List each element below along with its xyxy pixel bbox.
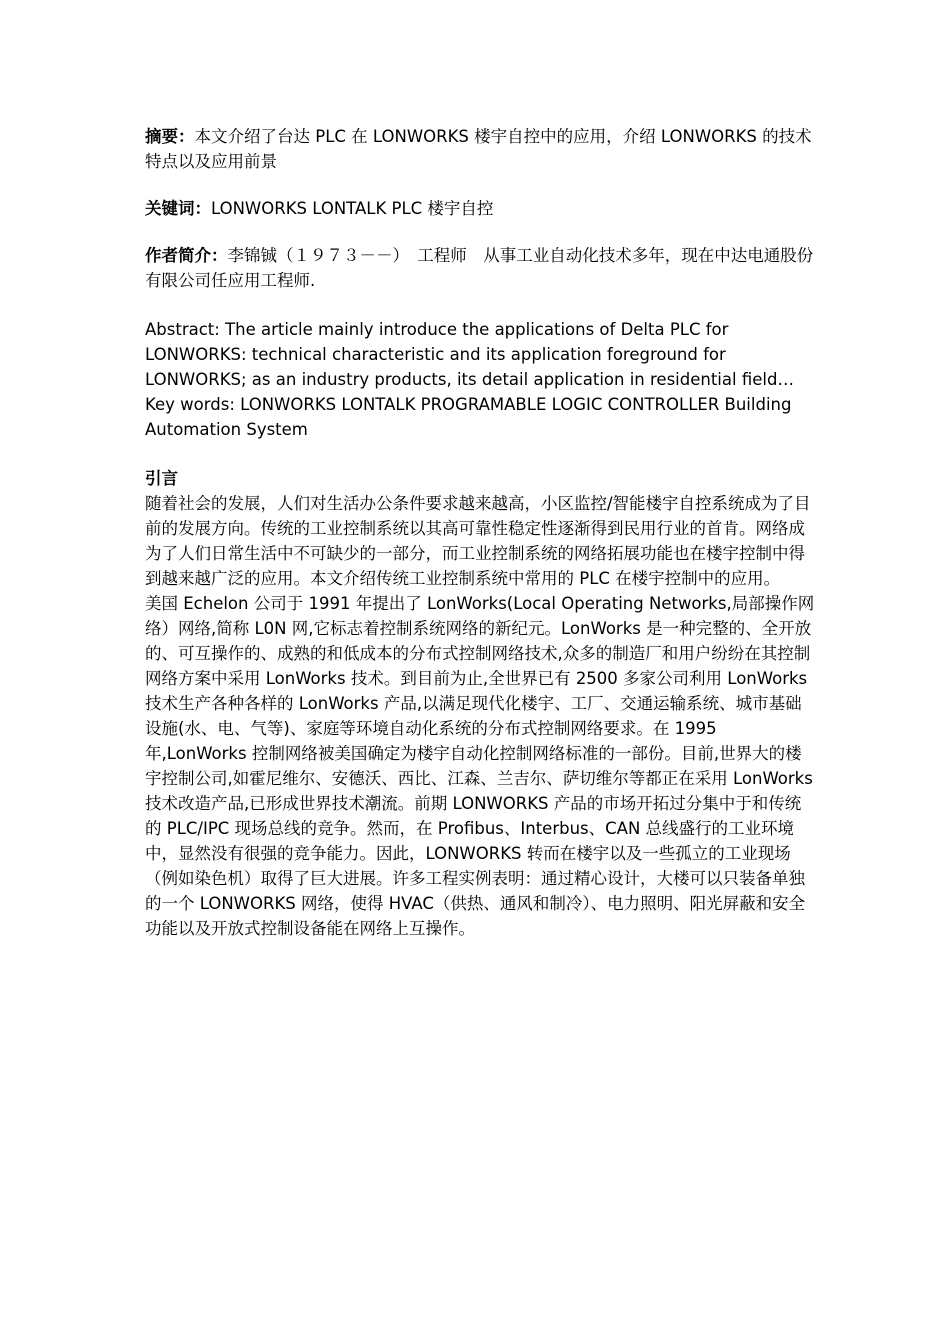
author-paragraph bbox=[145, 243, 815, 293]
document-page bbox=[145, 124, 815, 941]
summary-text: 本文介绍了台达 PLC 在 LONWORKS 楼宇自控中的应用，介绍 LONWORKS 的技术特点以及应用前景 bbox=[145, 127, 812, 171]
summary-label: 摘要： bbox=[145, 127, 195, 146]
keywords-en-line2: Automation System bbox=[145, 420, 308, 439]
intro-heading: 引言 bbox=[145, 469, 178, 488]
spacer bbox=[145, 293, 815, 317]
spacer bbox=[145, 174, 815, 196]
keywords-cn-label: 关键词： bbox=[145, 199, 211, 218]
keywords-cn-paragraph bbox=[145, 196, 815, 221]
intro-paragraph-2: 美国 Echelon 公司于 1991 年提出了 LonWorks(Local Operating Networks,局部操作网络）网络,简称 L0N 网,它标志着控制系统网络的新纪元。LonWorks 是一种完整的、全开放的、可互操作的、成熟的和低成本的分布式控制网络技术,众多的制造厂和用户纷纷在其控制网络方案中采用 LonWorks 技术。到目前为止,全世界已有 2500 多家公司利用 LonWorks 技术生产各种各样的 LonWorks 产品,以满足现代化楼宇、工厂、交通运输系统、城市基础设施(水、电、气等)、家庭等环境自动化系统的分布式控制网络要求。在 1995 年,LonWorks 控制网络被美国确定为楼宇自动化控制网络标准的一部份。目前,世界大的楼宇控制公司,如霍尼维尔、安德沃、西比、江森、兰吉尔、萨切维尔等都正在采用 LonWorks 技术改造产品,已形成世界技术潮流。前期 LONWORKS 产品的市场开拓过分集中于和传统的 PLC/IPC 现场总线的竞争。然而，在 Profibus、Interbus、CAN 总线盛行的工业环境中，显然没有很强的竞争能力。因此，LONWORKS 转而在楼宇以及一些孤立的工业现场（例如染色机）取得了巨大进展。许多工程实例表明：通过精心设计，大楼可以只装备单独的一个 LONWORKS 网络，使得 HVAC（供热、通风和制冷）、电力照明、阳光屏蔽和安全功能以及开放式控制设备能在网络上互操作。 bbox=[145, 594, 815, 938]
intro-paragraph-1: 随着社会的发展，人们对生活办公条件要求越来越高，小区监控/智能楼宇自控系统成为了目前的发展方向。传统的工业控制系统以其高可靠性稳定性逐渐得到民用行业的首肯。网络成为了人们日常生活中不可缺少的一部分，而工业控制系统的网络拓展功能也在楼宇控制中得到越来越广泛的应用。本文介绍传统工业控制系统中常用的 PLC 在楼宇控制中的应用。 bbox=[145, 494, 811, 588]
keywords-en-line1: Key words: LONWORKS LONTALK PROGRAMABLE LOGIC CONTROLLER Building bbox=[145, 395, 792, 414]
spacer bbox=[145, 442, 815, 466]
author-text: 李锦铖（１９７３－－） 工程师 从事工业自动化技术多年，现在中达电通股份有限公司任应用工程师. bbox=[145, 246, 814, 290]
author-label: 作者简介： bbox=[145, 246, 228, 265]
abstract-en-text: Abstract: The article mainly introduce the applications of Delta PLC for LONWORKS: technical characteristic and its application foreground for LONWORKS; as an industry products, its detail application in residential field… bbox=[145, 320, 794, 389]
keywords-cn-text: LONWORKS LONTALK PLC 楼宇自控 bbox=[211, 199, 494, 218]
summary-paragraph bbox=[145, 124, 815, 174]
spacer bbox=[145, 221, 815, 243]
abstract-block bbox=[145, 317, 815, 442]
